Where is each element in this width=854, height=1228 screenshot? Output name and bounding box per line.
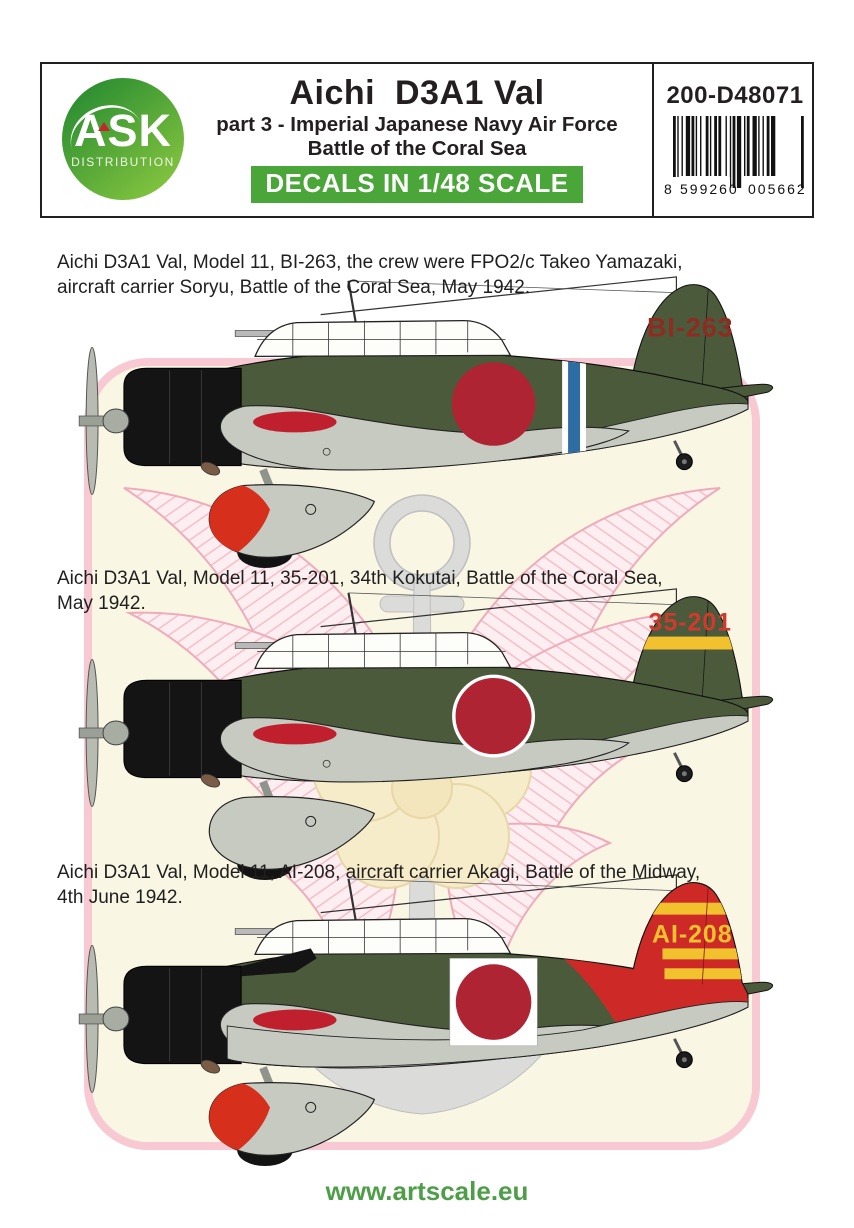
- tail-code-text: BI-263: [647, 312, 734, 343]
- fuselage-band-blue-white: [562, 354, 586, 465]
- title-block: [192, 74, 642, 203]
- product-code: 200-D48071: [666, 82, 804, 109]
- caption-line: Aichi D3A1 Val, Model 11, 35-201, 34th Kokutai, Battle of the Coral Sea,: [57, 568, 663, 589]
- profile-1-caption: [57, 250, 767, 300]
- caption-line: 4th June 1942.: [57, 887, 183, 908]
- footer: [0, 1176, 854, 1207]
- profile-3-caption: [57, 860, 767, 910]
- aircraft-profile-35201: [66, 569, 782, 885]
- tail-code-text: AI-208: [652, 921, 733, 949]
- caption-line: Aichi D3A1 Val, Model 11, BI-263, the crew were FPO2/c Takeo Yamazaki,: [57, 252, 683, 273]
- caption-line: Aichi D3A1 Val, Model 11, AI-208, aircraft carrier Akagi, Battle of the Midway,: [57, 862, 701, 883]
- hinomaru: [454, 676, 533, 755]
- logo-text: ASK: [73, 104, 172, 156]
- tail-band-yellow: [633, 637, 746, 650]
- website-url: www.artscale.eu: [325, 1176, 529, 1206]
- hinomaru: [456, 964, 532, 1040]
- barcode-digit-left: 8: [664, 181, 672, 197]
- ask-logo: [62, 78, 184, 200]
- product-code-block: [656, 64, 814, 216]
- header-panel: [40, 62, 814, 218]
- aircraft-profile-bi263: [66, 257, 782, 573]
- subtitle-line-1: part 3 - Imperial Japanese Navy Air Force: [216, 113, 618, 136]
- logo-subtext: DISTRIBUTION: [71, 154, 175, 169]
- hinomaru: [452, 362, 535, 445]
- caption-line: May 1942.: [57, 593, 146, 614]
- barcode-digit-group2: 005662: [748, 181, 807, 197]
- scale-badge: DECALS IN 1/48 SCALE: [251, 166, 582, 203]
- logo-red-accent-icon: [98, 122, 110, 131]
- barcode: [660, 116, 810, 198]
- profile-2-caption: [57, 566, 767, 616]
- tail-code-text: 35-201: [648, 609, 732, 637]
- barcode-digit-group1: 599260: [680, 181, 739, 197]
- page-title: Aichi D3A1 Val: [289, 74, 545, 112]
- header-divider: [652, 64, 654, 216]
- caption-line: aircraft carrier Soryu, Battle of the Coral Sea, May 1942.: [57, 277, 531, 298]
- subtitle-line-2: Battle of the Coral Sea: [307, 137, 527, 160]
